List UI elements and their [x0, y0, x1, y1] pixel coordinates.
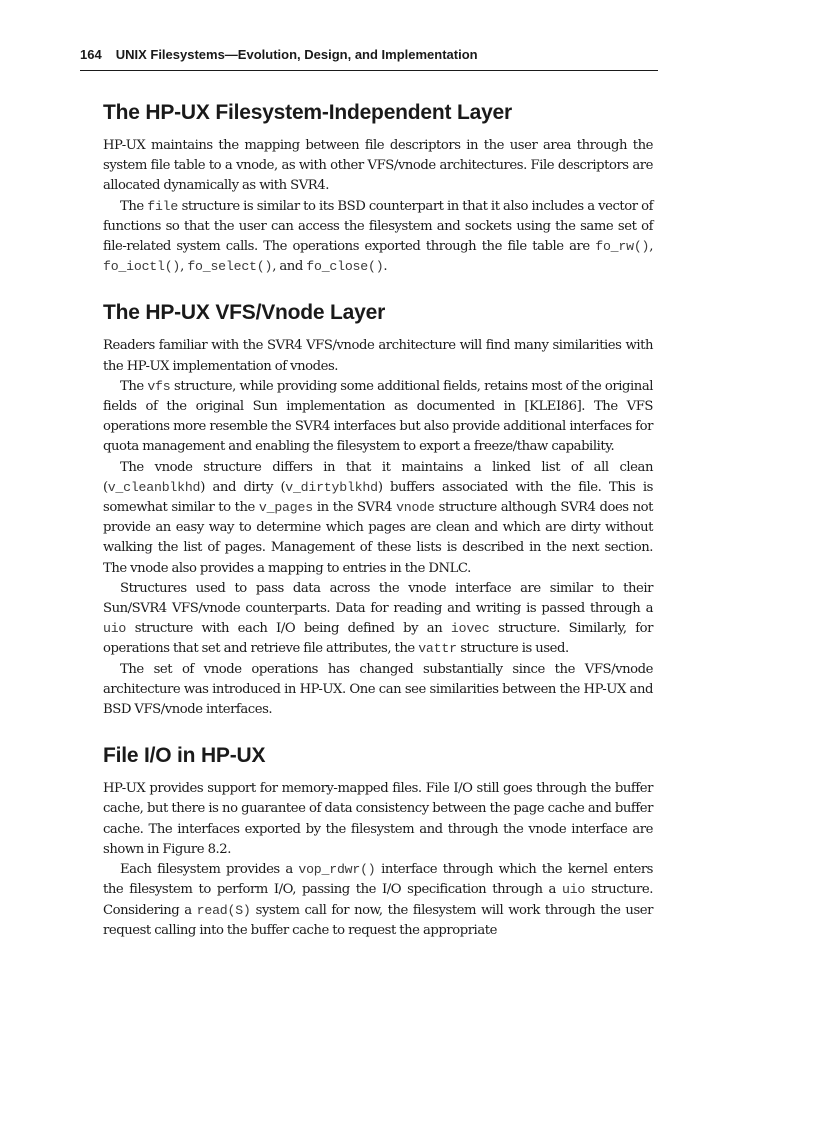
- paragraph: Structures used to pass data across the vnode interface are similar to their Sun/SVR4 VFS/vnode counterparts. Data for reading and writing is passed through a uio structure with each I/O being defined by an iovec structure. Similarly, for operations that set and retrieve file attributes, the vattr structure is used.: [103, 580, 653, 657]
- paragraph: The file structure is similar to its BSD counterpart in that it also includes a vector of functions so that the user can access the filesystem and sockets using the same set of file-related system calls. The operations exported through the file table are fo_rw(), fo_ioctl(), fo_select(), and fo_close().: [103, 198, 654, 275]
- code-fo-ioctl: fo_ioctl(): [103, 259, 181, 275]
- code-fo-select: fo_select(): [187, 259, 273, 275]
- section-file-io: [103, 742, 653, 941]
- paragraph: HP-UX provides support for memory-mapped files. File I/O still goes through the buffer cache, but there is no guarantee of data consistency between the page cache and buffer cache. The interfaces exported by the filesystem and through the vnode interface are shown in Figure 8.2.: [103, 781, 653, 857]
- code-v-dirtyblkhd: v_dirtyblkhd: [285, 479, 378, 495]
- code-read-s: read(S): [196, 902, 251, 918]
- code-vfs: vfs: [147, 378, 171, 394]
- paragraph: The vnode structure differs in that it maintains a linked list of all clean (v_cleanblkhd) and dirty (v_dirtyblkhd) buffers associated with the file. This is somewhat similar to the v_pages in the SVR4 vnode structure although SVR4 does not provide an easy way to determine which pages are clean and which are dirty without walking the list of pages. Management of these lists is described in the next section. The vnode also provides a mapping to entries in the DNLC.: [103, 459, 654, 576]
- book-title: UNIX Filesystems—Evolution, Design, and Implementation: [115, 47, 478, 62]
- section-heading: The HP-UX Filesystem-Independent Layer: [103, 101, 512, 124]
- paragraph: The vfs structure, while providing some additional fields, retains most of the original fields of the original Sun implementation as documented in [KLEI86]. The VFS operations more resemble the SVR4 interfaces but also provide additional interfaces for quota management and enabling the filesystem to export a freeze/thaw capability.: [103, 378, 654, 455]
- page-number: 164: [80, 47, 102, 62]
- running-header: [80, 47, 658, 62]
- code-uio: uio: [561, 882, 586, 898]
- code-fo-rw: fo_rw(): [595, 239, 650, 255]
- header-rule: [80, 70, 658, 71]
- paragraph: HP-UX maintains the mapping between file descriptors in the user area through the system file table to a vnode, as with other VFS/vnode architectures. File descriptors are allocated dynamically as with SVR4.: [103, 138, 653, 194]
- code-v-cleanblkhd: v_cleanblkhd: [107, 479, 201, 495]
- code-file: file: [147, 198, 179, 214]
- code-fo-close: fo_close(): [306, 259, 384, 275]
- section-heading: File I/O in HP-UX: [103, 744, 266, 768]
- code-vop-rdwr: vop_rdwr(): [298, 862, 376, 878]
- code-vattr: vattr: [418, 641, 457, 657]
- paragraph: The set of vnode operations has changed substantially since the VFS/vnode architecture was introduced in HP-UX. One can see similarities between the HP-UX and BSD VFS/vnode interfaces.: [103, 661, 653, 718]
- paragraph: Readers familiar with the SVR4 VFS/vnode architecture will find many similarities with the HP-UX implementation of vnodes.: [103, 338, 653, 374]
- section-heading: The HP-UX VFS/Vnode Layer: [103, 301, 386, 325]
- section-vfs-vnode-layer: [103, 299, 653, 720]
- section-fs-independent-layer: [103, 99, 653, 277]
- code-v-pages: v_pages: [258, 500, 313, 516]
- paragraph: Each filesystem provides a vop_rdwr() interface through which the kernel enters the filesystem to perform I/O, passing the I/O specification through a uio structure. Considering a read(S) system call for now, the filesystem will work through the user request calling into the buffer cache to request the appropriate: [103, 862, 653, 938]
- code-vnode: vnode: [396, 500, 435, 516]
- code-iovec: iovec: [450, 621, 490, 637]
- page-body: [103, 99, 653, 963]
- code-uio: uio: [103, 621, 127, 637]
